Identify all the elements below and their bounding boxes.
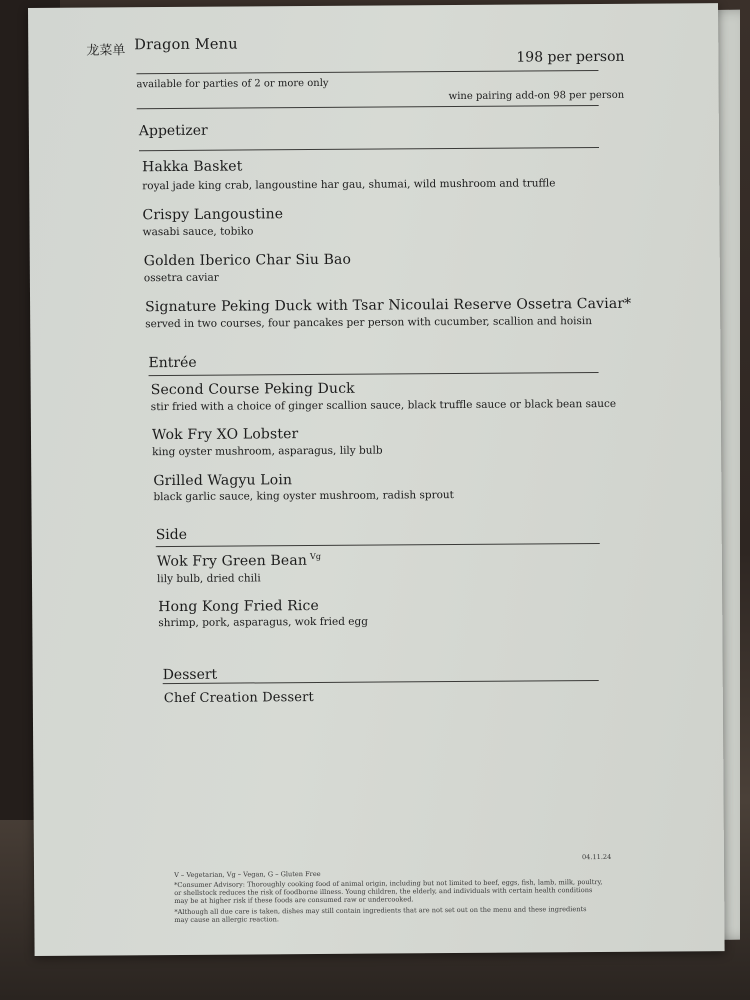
section-heading-entree: Entrée bbox=[148, 354, 197, 372]
menu-price: 198 per person bbox=[516, 48, 625, 66]
section-divider-appetizer bbox=[139, 147, 599, 151]
dish-name: Signature Peking Duck with Tsar Nicoulai Reserve Ossetra Caviar* bbox=[145, 295, 632, 316]
dish-description: royal jade king crab, langoustine har gau, shumai, wild mushroom and truffle bbox=[142, 177, 556, 193]
section-divider-entree bbox=[149, 372, 599, 376]
vegan-tag: Vg bbox=[309, 551, 322, 562]
consumer-advisory: *Consumer Advisory: Thoroughly cooking food of animal origin, including but not limited to beef, eggs, fish, lamb, milk, poultry, bbox=[174, 878, 603, 890]
header-divider-2 bbox=[137, 105, 599, 109]
chinese-title: 龙菜单 bbox=[86, 43, 126, 59]
dish-name: Hakka Basket bbox=[142, 158, 243, 176]
dish-name: Crispy Langoustine bbox=[142, 206, 284, 224]
dish-description: shrimp, pork, asparagus, wok fried egg bbox=[158, 615, 368, 630]
dish-name-text: Wok Fry Green Bean bbox=[156, 552, 308, 570]
dish-description: black garlic sauce, king oyster mushroom, radish sprout bbox=[153, 489, 454, 504]
header-divider bbox=[136, 70, 598, 74]
section-divider-dessert bbox=[163, 680, 599, 684]
menu-date: 04.11.24 bbox=[581, 852, 612, 862]
menu-page bbox=[28, 3, 725, 956]
dish-name: Golden Iberico Char Siu Bao bbox=[143, 251, 352, 270]
dietary-legend: V – Vegetarian, Vg – Vegan, G – Gluten Free bbox=[174, 869, 321, 880]
dish-description: stir fried with a choice of ginger scallion sauce, black truffle sauce or black bean sauce bbox=[150, 397, 617, 414]
consumer-advisory: or shellstock reduces the risk of foodborne illness. Young children, the elderly, and individuals with certain health conditions bbox=[174, 886, 593, 898]
section-heading-dessert: Dessert bbox=[162, 666, 218, 684]
dish-name: Chef Creation Dessert bbox=[163, 690, 314, 707]
dish-name: Grilled Wagyu Loin bbox=[153, 472, 293, 490]
allergen-notice: may cause an allergic reaction. bbox=[174, 915, 280, 925]
dish-description: wasabi sauce, tobiko bbox=[142, 225, 254, 239]
dish-name: Wok Fry XO Lobster bbox=[151, 426, 299, 444]
availability-note: available for parties of 2 or more only bbox=[136, 77, 329, 91]
dish-name: Second Course Peking Duck bbox=[150, 380, 355, 399]
dish-description: served in two courses, four pancakes per person with cucumber, scallion and hoisin bbox=[145, 315, 593, 331]
section-divider-side bbox=[156, 543, 600, 547]
section-heading-side: Side bbox=[155, 526, 188, 544]
dish-description: lily bulb, dried chili bbox=[156, 572, 261, 586]
consumer-advisory: may be at higher risk if these foods are consumed raw or undercooked. bbox=[174, 895, 414, 906]
dish-description: king oyster mushroom, asparagus, lily bulb bbox=[152, 444, 383, 459]
section-heading-appetizer: Appetizer bbox=[138, 122, 208, 140]
dish-description: ossetra caviar bbox=[143, 271, 219, 285]
menu-title: Dragon Menu bbox=[134, 36, 238, 54]
dish-name bbox=[157, 552, 321, 570]
wine-pairing-note: wine pairing add-on 98 per person bbox=[448, 89, 625, 103]
dish-name: Hong Kong Fried Rice bbox=[158, 597, 319, 616]
allergen-notice: *Although all due care is taken, dishes may still contain ingredients that are not set out on the menu and these ingredients bbox=[174, 905, 587, 917]
